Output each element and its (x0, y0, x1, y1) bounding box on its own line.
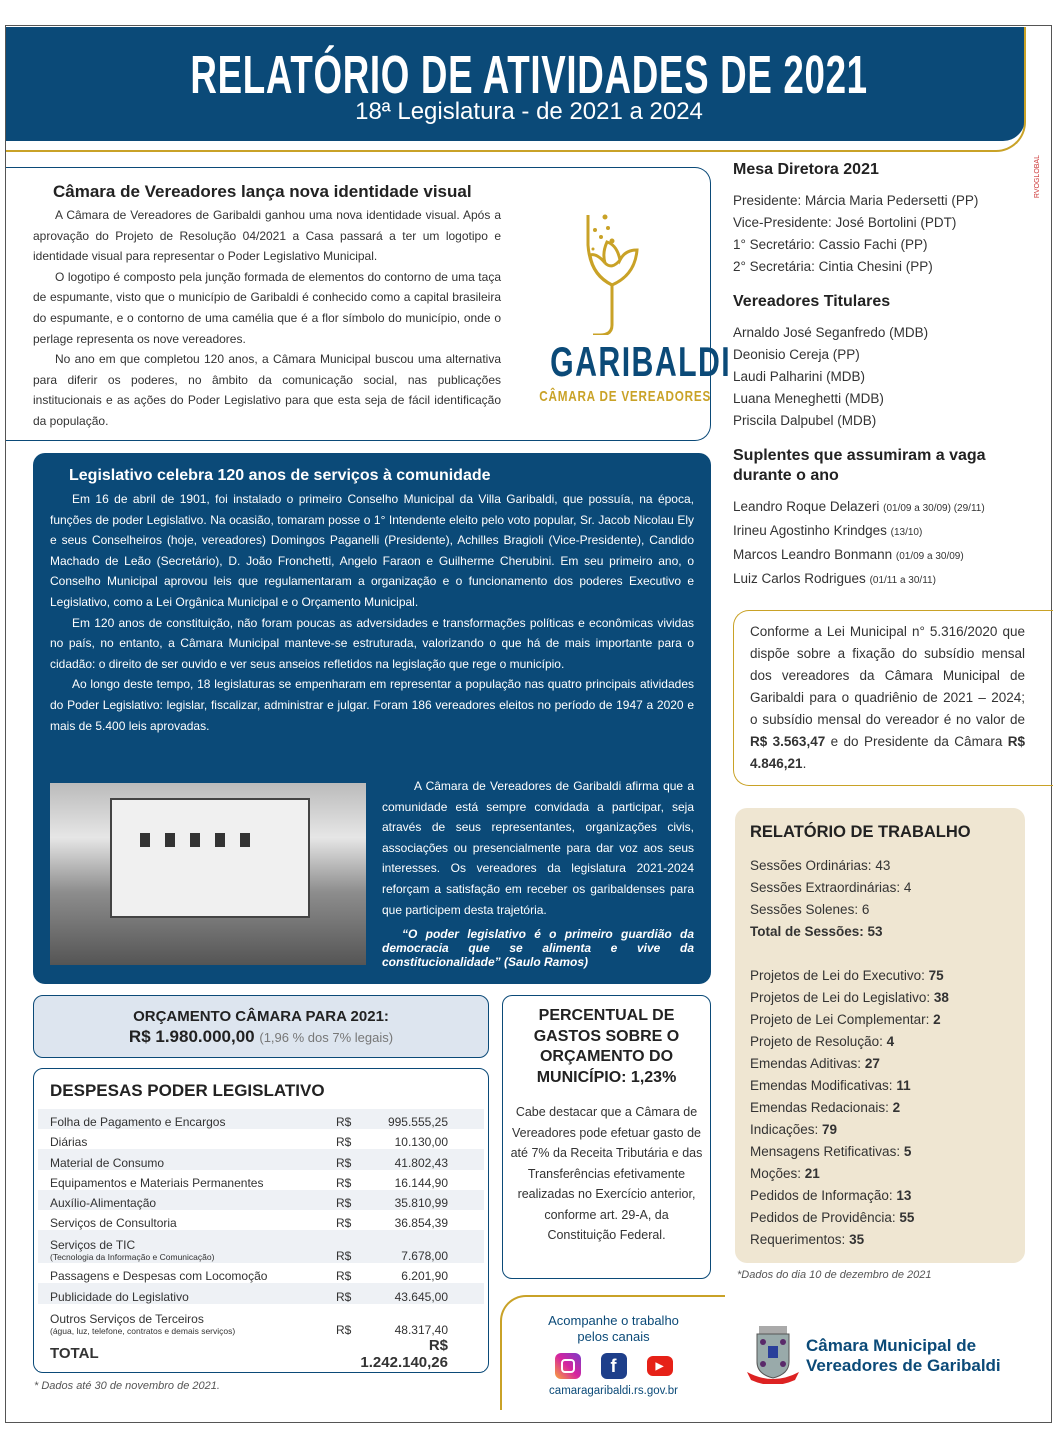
paragraph: Em 120 anos de constituição, não foram poucas as adversidades e transformações políticas e econômicas vividas no país, no entanto, a Câmara Municipal manteve-se estruturada, valorizando o que há de mais importante para o cidadão: o direito de ser ouvido e ver seus anseios refletidos na legislação que rege o município. (50, 615, 694, 671)
coat-of-arms-icon (745, 1324, 801, 1384)
expense-currency: R$ (335, 1135, 352, 1150)
paragraph: O logotipo é composto pela junção formada de elementos do contorno de uma taça de espumante, visto que o município de Garibaldi é conhecido como a capital brasileira do espumante, e o contorno de uma camélia que é a flor símbolo do município, onde o perlage representa os nove vereadores. (33, 269, 501, 346)
page-subtitle: 18ª Legislatura - de 2021 a 2024 (355, 98, 703, 125)
expense-row (38, 1304, 484, 1337)
expense-label: Equipamentos e Materiais Permanentes (50, 1175, 264, 1190)
identity-body (33, 205, 501, 432)
paragraph: Ao longo deste tempo, 18 legislaturas se empenharam em representar a população nas quatro principais atividades do Poder Legislativo: legislar, fiscalizar, administrar e julgar. Foram 186 vereadores eleitos no período de 1947 a 2020 e mais de 5.400 leis aprovadas. (50, 677, 694, 733)
session-item: Sessões Solenes: 6 (750, 902, 870, 917)
expense-value: 35.810,99 (376, 1190, 484, 1210)
list-item: 1° Secretário: Cassio Fachi (PP) (733, 237, 928, 252)
logo-subtitle: CÂMARA DE VEREADORES (539, 388, 712, 405)
report-item: Projetos de Lei do Executivo: 75 (750, 968, 944, 983)
total-label: TOTAL (38, 1337, 336, 1371)
logo-name: GARIBALDI (550, 338, 732, 385)
report-item: Mensagens Retificativas: 5 (750, 1144, 912, 1159)
expense-label: Outros Serviços de Terceiros (água, luz, telefone, contratos e demais serviços) (38, 1304, 336, 1337)
expense-row (38, 1283, 484, 1303)
expense-row (38, 1230, 484, 1263)
expense-value: 48.317,40 (394, 1322, 448, 1337)
social-box (500, 1295, 725, 1410)
instagram-icon[interactable] (555, 1353, 581, 1379)
glass-flower-icon (515, 205, 700, 335)
report-item: Pedidos de Informação: 13 (750, 1188, 912, 1203)
report-item: Requerimentos: 35 (750, 1232, 865, 1247)
list-item: Laudi Palharini (MDB) (733, 369, 866, 384)
total-value: R$ 1.242.140,26 (336, 1337, 484, 1371)
budget-value-line (34, 1027, 488, 1047)
budget-box (33, 995, 489, 1058)
expense-value: 10.130,00 (394, 1135, 448, 1150)
expense-label: Diárias (50, 1135, 88, 1150)
suplente-dates: (01/09 a 30/09) (29/11) (883, 503, 985, 514)
expense-row (38, 1129, 484, 1149)
suplente-dates: (01/09 a 30/09) (895, 551, 964, 562)
suplentes-list (733, 496, 1033, 592)
budget-value: R$ 1.980.000,00 (128, 1027, 255, 1046)
report-title: RELATÓRIO DE TRABALHO (750, 823, 971, 841)
expense-row (38, 1170, 484, 1190)
expense-value: 16.144,90 (394, 1175, 448, 1190)
list-item: Luana Meneghetti (MDB) (733, 391, 884, 406)
mesa-title: Mesa Diretora 2021 (733, 161, 879, 178)
paragraph: A Câmara de Vereadores de Garibaldi ganhou uma nova identidade visual. Após a aprovação do Projeto de Resolução 04/2021 a Casa passará a ter um logotipo e identidade visual para representar o Poder Legislativo Municipal. (33, 208, 501, 264)
session-item: Sessões Ordinárias: 43 (750, 858, 891, 873)
suplente-dates: (01/11 a 30/11) (869, 575, 936, 586)
expense-row (38, 1109, 484, 1129)
expense-row (38, 1149, 484, 1169)
expense-currency: R$ (336, 1230, 376, 1263)
anniversary-title: Legislativo celebra 120 anos de serviços à comunidade (69, 467, 491, 484)
brand-name: Câmara Municipal de Vereadores de Garibaldi (806, 1336, 1001, 1375)
report-item: Projeto de Lei Complementar: 2 (750, 1012, 941, 1027)
expense-label: Publicidade do Legislativo (38, 1283, 336, 1303)
anniversary-article (33, 453, 711, 984)
report-footnote: *Dados do dia 10 de dezembro de 2021 (737, 1269, 932, 1281)
expense-value: 41.802,43 (376, 1149, 484, 1169)
anniversary-body (50, 489, 694, 736)
identity-title: Câmara de Vereadores lança nova identidade visual (53, 182, 472, 201)
expense-row (38, 1263, 484, 1283)
expense-sublabel: (água, luz, telefone, contratos e demais serviços) (50, 1325, 236, 1336)
report-item: Emendas Redacionais: 2 (750, 1100, 901, 1115)
chamber-brand (745, 1322, 1035, 1392)
percent-text: Cabe destacar que a Câmara de Vereadores pode efetuar gasto de até 7% da Receita Tributária e das Transferências efetivamente realizadas no Exercício anterior, conforme art. 29-A, da Constituição Federal. (510, 1105, 703, 1242)
suplente-item: Marcos Leandro Bonmann (01/09 a 30/09) (733, 547, 964, 562)
expense-currency: R$ (335, 1175, 352, 1190)
expense-currency: R$ (335, 1216, 352, 1231)
expense-currency: R$ (336, 1149, 376, 1169)
anniversary-quote: “O poder legislativo é o primeiro guardião da democracia que se alimenta e vive da constitucionalidade” (Saulo Ramos) (382, 927, 694, 969)
right-column (733, 160, 1033, 592)
session-item: Sessões Extraordinárias: 4 (750, 880, 912, 895)
expense-label: Passagens e Despesas com Locomoção (50, 1269, 268, 1284)
expenses-footnote: * Dados até 30 de novembro de 2021. (34, 1380, 220, 1392)
percent-box (502, 995, 711, 1279)
paragraph: No ano em que completou 120 anos, a Câmara Municipal buscou uma alternativa para diferir os poderes, no âmbito da comunicação social, nas publicações institucionais e as ações do Poder Legislativo para que esta seja de fácil identificação da população. (33, 352, 501, 428)
budget-title: ORÇAMENTO CÂMARA PARA 2021: (133, 1008, 389, 1025)
list-item: Deonisio Cereja (PP) (733, 347, 860, 362)
expense-currency: R$ (335, 1322, 352, 1337)
expense-currency: R$ (336, 1283, 376, 1303)
expense-value: 7.678,00 (376, 1230, 484, 1263)
report-item: Projeto de Resolução: 4 (750, 1034, 895, 1049)
expense-sublabel: (Tecnologia da Informação e Comunicação) (50, 1252, 215, 1263)
expense-currency: R$ (335, 1269, 352, 1284)
list-item: Arnaldo José Seganfredo (MDB) (733, 325, 929, 340)
expense-row (38, 1190, 484, 1210)
expense-label: Serviços de TIC (Tecnologia da Informação e Comunicação) (38, 1230, 336, 1263)
expense-label: Auxílio-Alimentação (38, 1190, 336, 1210)
social-text: Acompanhe o trabalho pelos canais (548, 1313, 679, 1344)
expense-label: Material de Consumo (38, 1149, 336, 1169)
expense-value: 43.645,00 (376, 1283, 484, 1303)
sessions-total: Total de Sessões: 53 (750, 924, 883, 939)
expense-currency: R$ (336, 1109, 376, 1129)
suplente-item: Luiz Carlos Rodrigues (01/11 a 30/11) (733, 571, 936, 586)
expense-total-row (38, 1337, 484, 1371)
building-shape (110, 798, 310, 918)
expense-value: 36.854,39 (394, 1216, 448, 1231)
youtube-icon[interactable]: ▶ (647, 1356, 673, 1376)
work-report-box (735, 808, 1025, 1263)
facebook-icon[interactable]: f (601, 1353, 627, 1379)
subsidy-councillor-value: R$ 3.563,47 (750, 734, 826, 749)
expense-value: 6.201,90 (401, 1269, 448, 1284)
report-item: Indicações: 79 (750, 1122, 838, 1137)
report-item: Emendas Modificativas: 11 (750, 1078, 911, 1093)
chamber-building-photo (50, 783, 366, 965)
website-link[interactable]: camaragaribaldi.rs.gov.br (549, 1385, 678, 1397)
paragraph: Em 16 de abril de 1901, foi instalado o primeiro Conselho Municipal da Villa Garibaldi, que possuía, na época, funções de poder Legislativo. Na ocasião, tomaram posse o 1° Intendente eleito pelo voto popular, Sr. Jacob Nicolau Ely e seus Conselheiros (hoje, vereadores) Domingos Paganelli (Presidente), Achilles Bragioli (Vice-Presidente), Candido Machado de Leão (Secretário), D. João Fronchetti, Angelo Faraon e Guilherme Cherubini. Em seu primeiro ano, o Conselho Municipal aprovou leis que regulamentaram a organização e o funcionamento dos poderes Executivo e Legislativo, como a Lei Orgânica Municipal e o Orçamento Municipal. (50, 492, 694, 609)
expense-currency: R$ (336, 1190, 376, 1210)
expense-value: 995.555,25 (376, 1109, 484, 1129)
subsidy-box (733, 610, 1053, 786)
budget-note: (1,96 % dos 7% legais) (259, 1030, 394, 1045)
page-title-text: RELATÓRIO DE ATIVIDADES DE 2021 (190, 45, 868, 105)
expenses-table (38, 1109, 484, 1371)
report-list (750, 855, 949, 1251)
report-item: Pedidos de Providência: 55 (750, 1210, 915, 1225)
suplentes-title: Suplentes que assumiram a vaga durante o ano (733, 447, 986, 484)
titulares-list (733, 322, 1033, 432)
garibaldi-logo (515, 205, 732, 410)
list-item: 2° Secretária: Cintia Chesini (PP) (733, 259, 933, 274)
suplente-item: Leandro Roque Delazeri (01/09 a 30/09) (29/11) (733, 499, 985, 514)
subsidy-text: Conforme a Lei Municipal n° 5.316/2020 que dispõe sobre a fixação do subsídio mensal dos vereadores da Câmara Municipal de Garibaldi para o quadriênio de 2021 – 2024; o subsídio mensal do vereador é no valor de R$ 3.563,47 e do Presidente da Câmara R$ 4.846,21. (750, 624, 1025, 771)
titulares-title: Vereadores Titulares (733, 293, 891, 310)
anniversary-side-text: A Câmara de Vereadores de Garibaldi afirma que a comunidade está sempre convidada a participar, seja através de seus representantes, organizações civis, associações ou presencialmente para dar voz aos seus interesses. Os vereadores da legislatura 2021-2024 reforçam a satisfação em receber os garibaldenses para que participem desta trajetória. (382, 779, 694, 917)
report-item: Emendas Aditivas: 27 (750, 1056, 880, 1071)
expense-label: Folha de Pagamento e Encargos (38, 1109, 336, 1129)
report-item: Moções: 21 (750, 1166, 820, 1181)
expense-row (38, 1210, 484, 1230)
credit-text: RVOGLOBAL (1034, 155, 1041, 199)
expenses-box (33, 1068, 489, 1373)
percent-title: PERCENTUAL DE GASTOS SOBRE O ORÇAMENTO DO MUNICÍPIO: 1,23% (533, 1007, 680, 1086)
suplente-dates: (13/10) (890, 527, 923, 538)
report-item: Projetos de Lei do Legislativo: 38 (750, 990, 949, 1005)
expenses-title: DESPESAS PODER LEGISLATIVO (50, 1081, 325, 1100)
list-item: Vice-Presidente: José Bortolini (PDT) (733, 215, 957, 230)
subsidy-president-value: R$ 4.846,21 (750, 734, 1025, 771)
page-title (0, 44, 1058, 106)
mesa-list (733, 190, 1033, 278)
expense-label: Serviços de Consultoria (50, 1216, 177, 1231)
list-item: Priscila Dalpubel (MDB) (733, 413, 877, 428)
list-item: Presidente: Márcia Maria Pedersetti (PP) (733, 193, 979, 208)
suplente-item: Irineu Agostinho Krindges (13/10) (733, 523, 923, 538)
